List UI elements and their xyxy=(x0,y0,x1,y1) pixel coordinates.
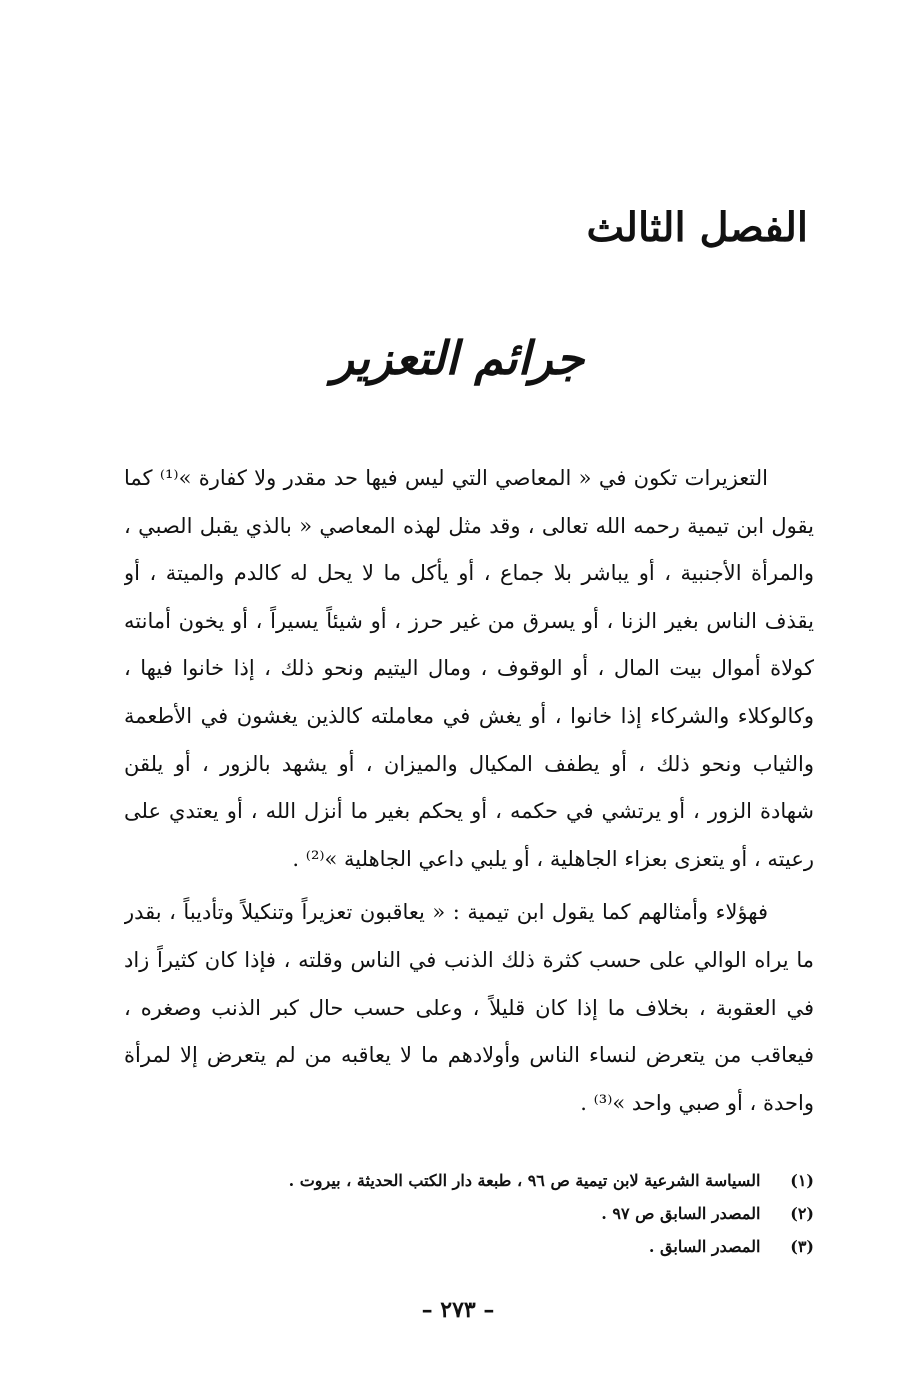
paragraph-1 xyxy=(124,455,814,883)
footnote-text: السياسة الشرعية لابن تيمية ص ٩٦ ، طبعة دار الكتب الحديثة ، بيروت . xyxy=(288,1171,761,1190)
footnote-text: المصدر السابق ص ٩٧ . xyxy=(601,1204,761,1223)
text-line: يقول ابن تيمية رحمه الله تعالى ، وقد مثل لهذه المعاصي « بالذي يقبل الصبي ، xyxy=(124,513,814,538)
text-line: فهؤلاء وأمثالهم كما يقول ابن تيمية : « يعاقبون تعزيراً وتنكيلاً وتأديباً ، بقدر xyxy=(124,900,768,925)
text-line: والثياب ونحو ذلك ، أو يطفف المكيال والميزان ، أو يشهد بالزور ، أو يلقن xyxy=(124,751,814,776)
text-line: كولاة أموال بيت المال ، أو الوقوف ، ومال اليتيم ونحو ذلك ، إذا خانوا فيها ، xyxy=(124,656,814,681)
footnote-number: (١) xyxy=(790,1171,814,1190)
text-line: يقذف الناس بغير الزنا ، أو يسرق من غير حرز ، أو شيئاً يسيراً ، أو يخون أمانته xyxy=(124,608,814,633)
footnote-1 xyxy=(124,1164,814,1197)
page-number: – ٢٧٣ – xyxy=(421,1297,495,1323)
text-line: شهادة الزور ، أو يرتشي في حكمه ، أو يحكم بغير ما أنزل الله ، أو يعتدي على xyxy=(124,799,814,824)
text-line: في العقوبة ، بخلاف ما إذا كان قليلاً ، وعلى حسب حال كبر الذنب وصغره ، xyxy=(124,995,814,1020)
body-text xyxy=(124,455,814,1127)
footnote-2 xyxy=(124,1197,814,1230)
section-title: جرائم التعزير xyxy=(331,331,585,385)
text-line: فيعاقب من يتعرض لنساء الناس وأولادهم ما لا يعاقبه من لم يتعرض إلا لمرأة xyxy=(124,1043,814,1068)
footnote-text: المصدر السابق . xyxy=(648,1237,761,1256)
text-line: التعزيرات تكون في « المعاصي التي ليس فيها حد مقدر ولا كفارة »⁽¹⁾ كما xyxy=(124,466,768,490)
footnote-number: (٢) xyxy=(790,1204,814,1223)
footnotes xyxy=(124,1164,814,1263)
paragraph-2 xyxy=(124,889,814,1127)
text-line: رعيته ، أو يتعزى بعزاء الجاهلية ، أو يلبي داعي الجاهلية »⁽²⁾ . xyxy=(292,846,814,871)
text-line: والمرأة الأجنبية ، أو يباشر بلا جماع ، أو يأكل ما لا يحل له كالدم والميتة ، أو xyxy=(124,561,814,586)
chapter-title: الفصل الثالث xyxy=(586,204,808,251)
text-line: وكالوكلاء والشركاء إذا خانوا ، أو يغش في معاملته كالذين يغشون في الأطعمة xyxy=(124,703,814,728)
footnote-3 xyxy=(124,1230,814,1263)
text-line: ما يراه الوالي على حسب كثرة ذلك الذنب في الناس وقلته ، فإذا كان كثيراً زاد xyxy=(124,947,814,972)
text-line: واحدة ، أو صبي واحد »⁽³⁾ . xyxy=(580,1090,814,1115)
footnote-number: (٣) xyxy=(790,1237,814,1256)
